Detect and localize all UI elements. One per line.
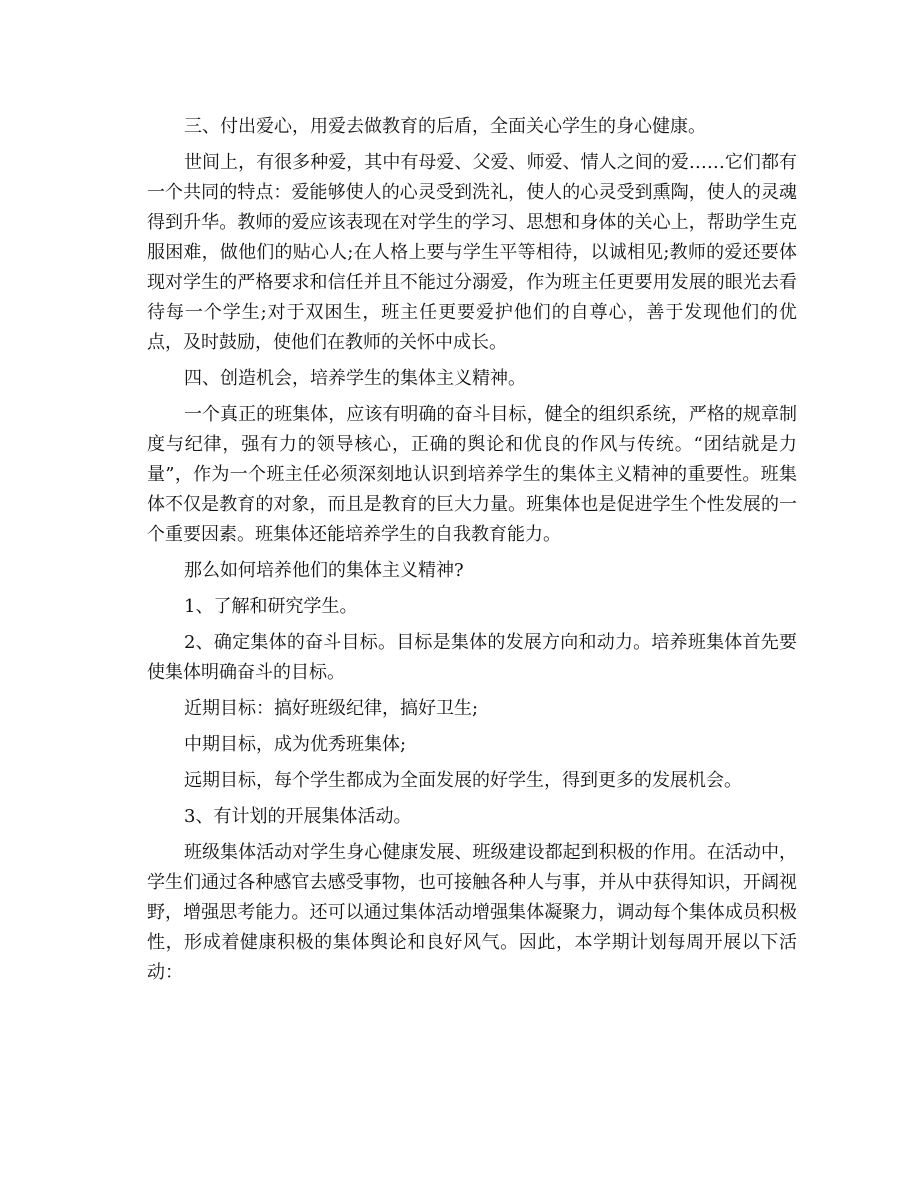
list-item-2: 2、确定集体的奋斗目标。目标是集体的发展方向和动力。培养班集体首先要使集体明确奋斗的目标。 xyxy=(147,632,797,683)
list-item-1: 1、了解和研究学生。 xyxy=(184,596,358,617)
section-heading-3: 三、付出爱心，用爱去做教育的后盾，全面关心学生的身心健康。 xyxy=(184,116,706,137)
paragraph-activities: 班级集体活动对学生身心健康发展、班级建设都起到积极的作用。在活动中，学生们通过各种感官去感受事物，也可接触各种人与事，并从中获得知识，开阔视野，增强思考能力。还可以通过集体活动增强集体凝聚力，调动每个集体成员积极性，形成着健康积极的集体舆论和良好风气。因此，本学期计划每周开展以下活动： xyxy=(147,842,797,983)
list-item-3: 3、有计划的开展集体活动。 xyxy=(184,806,412,827)
goal-near-term: 近期目标：搞好班级纪律，搞好卫生; xyxy=(184,698,479,719)
section-heading-4: 四、创造机会，培养学生的集体主义精神。 xyxy=(184,368,526,389)
paragraph-collective: 一个真正的班集体，应该有明确的奋斗目标，健全的组织系统，严格的规章制度与纪律，强有力的领导核心，正确的舆论和优良的作风与传统。“团结就是力量”，作为一个班主任必须深刻地认识到培养学生的集体主义精神的重要性。班集体不仅是教育的对象，而且是教育的巨大力量。班集体也是促进学生个性发展的一个重要因素。班集体还能培养学生的自我教育能力。 xyxy=(147,404,797,545)
goal-mid-term: 中期目标，成为优秀班集体; xyxy=(184,734,407,755)
paragraph-love: 世间上，有很多种爱，其中有母爱、父爱、师爱、情人之间的爱……它们都有一个共同的特点：爱能够使人的心灵受到洗礼，使人的心灵受到熏陶，使人的灵魂得到升华。教师的爱应该表现在对学生的学习、思想和身体的关心上，帮助学生克服困难，做他们的贴心人;在人格上要与学生平等相待，以诚相见;教师的爱还要体现对学生的严格要求和信任并且不能过分溺爱，作为班主任更要用发展的眼光去看待每一个学生;对于双困生，班主任更要爱护他们的自尊心，善于发现他们的优点，及时鼓励，使他们在教师的关怀中成长。 xyxy=(147,152,797,353)
document-body xyxy=(147,112,797,994)
paragraph-question: 那么如何培养他们的集体主义精神? xyxy=(184,560,464,581)
goal-long-term: 远期目标，每个学生都成为全面发展的好学生，得到更多的发展机会。 xyxy=(184,770,742,791)
